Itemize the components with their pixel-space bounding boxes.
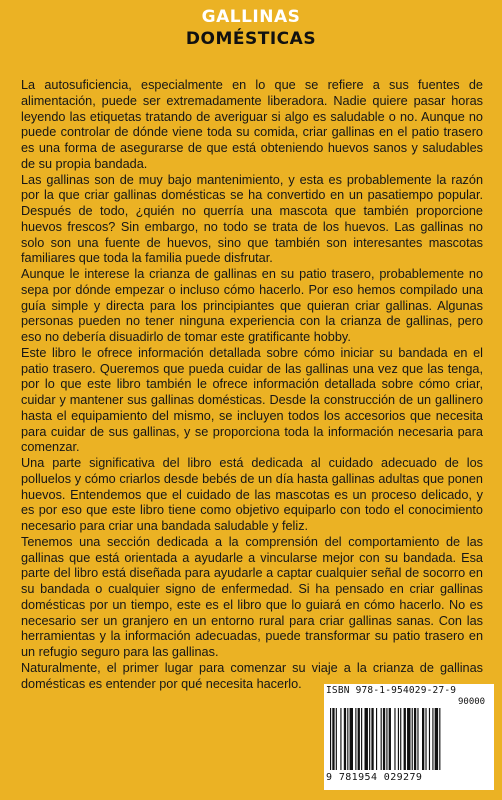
- barcode-bars: [330, 708, 488, 772]
- barcode-bar: [340, 708, 341, 770]
- barcode-bar: [350, 708, 353, 770]
- blurb-paragraph: La autosuficiencia, especialmente en lo que se refiere a sus fuentes de alimentación, puede ser extremadamente liberadora. Nadie quiere pasar horas leyendo las etiquetas tratando de averiguar si algo es saludable o no. Aunque no puede controlar de dónde viene toda su comida, criar gallinas en el patio trasero es una forma de asegurarse de que está obteniendo huevos sanos y saludables de su propia bandada.: [21, 78, 483, 171]
- barcode-bar: [398, 708, 399, 770]
- barcode-bar: [332, 708, 334, 770]
- barcode-bar: [429, 708, 430, 770]
- barcode-bar: [371, 708, 373, 770]
- barcode-bar: [439, 708, 440, 770]
- price-addon-code: 90000: [458, 697, 486, 707]
- barcode-bar: [355, 708, 356, 770]
- barcode-bar: [365, 708, 368, 770]
- barcode-bar: [412, 708, 413, 770]
- blurb-paragraph: Naturalmente, el primer lugar para comenzar su viaje a la crianza de gallinas domésticas es entender por qué necesita hacerlo.: [21, 660, 483, 691]
- barcode-bar: [422, 708, 424, 770]
- blurb-paragraph: Este libro le ofrece información detallada sobre cómo iniciar su bandada en el patio trasero. Queremos que pueda cuidar de las gallinas una vez que las tenga, por lo que este libro también le ofrece información detallada sobre cómo criar, cuidar y mantener sus gallinas domésticas. Desde la construcción de un gallinero hasta el equipamiento del mismo, se incluyen todos los accesorios que necesita para cuidar de sus gallinas, y se proporciona toda la información necesaria para comenzar.: [21, 345, 483, 455]
- blurb-paragraph: Aunque le interese la crianza de gallinas en su patio trasero, probablemente no sepa por dónde empezar o incluso cómo hacerlo. Por eso hemos compilado una guía simple y directa para los principiantes que quieran criar gallinas. Algunas personas pueden no tener ninguna experiencia con la crianza de gallinas, pero eso no debería disuadirlo de tomar este gratificante hobby.: [21, 267, 483, 344]
- blurb-paragraph: Las gallinas son de muy bajo mantenimiento, y esta es probablemente la razón por la que criar gallinas domésticas se ha convertido en un pasatiempo popular. Después de todo, ¿quién no querría una mascota que también proporcione huevos frescos? Sin embargo, no todo se trata de los huevos. Las gallinas no solo son una fuente de huevos, sino que también son interesantes mascotas familiares que toda la familia puede disfrutar.: [21, 172, 483, 266]
- barcode-bar: [361, 708, 362, 770]
- barcode-bar: [381, 708, 382, 770]
- back-cover-blurb: [21, 78, 483, 692]
- barcode-bar: [394, 708, 395, 770]
- title-line-2: DOMÉSTICAS: [185, 29, 317, 49]
- blurb-paragraph: Una parte significativa del libro está dedicada al cuidado adecuado de los polluelos y cómo criarlos desde bebés de un día hasta gallinas adultas que ponen huevos. Entendemos que el cuidado de las mascotas es un proceso delicado, y es por eso que este libro tiene como objetivo equiparlo con todo el conocimiento necesario para criar una bandada saludable y feliz.: [21, 456, 483, 533]
- barcode-bar: [389, 708, 391, 770]
- barcode-bar: [336, 708, 337, 770]
- barcode-bar: [369, 708, 370, 770]
- barcode-bar: [404, 708, 406, 770]
- barcode-bar: [414, 708, 416, 770]
- barcode-bar: [400, 708, 401, 770]
- barcode-bar: [358, 708, 360, 770]
- barcode-bar: [407, 708, 410, 770]
- barcode-bar: [435, 708, 438, 770]
- book-title: [0, 6, 502, 50]
- barcode-digits: 9 781954 029279: [326, 772, 423, 783]
- barcode-bar: [383, 708, 385, 770]
- barcode-bar: [344, 708, 346, 770]
- isbn-barcode: [324, 684, 494, 790]
- barcode-bar: [432, 708, 433, 770]
- barcode-bar: [425, 708, 426, 770]
- barcode-bar: [347, 708, 348, 770]
- barcode-bar: [417, 708, 418, 770]
- barcode-bar: [386, 708, 387, 770]
- blurb-paragraph: Tenemos una sección dedicada a la comprensión del comportamiento de las gallinas que está orientada a ayudarle a vincularse mejor con su bandada. Esa parte del libro está diseñada para ayudarle a captar cualquier señal de socorro en su bandada o cualquier signo de enfermedad. Si ha pensado en criar gallinas domésticas por un tiempo, este es el libro que lo guiará en cómo hacerlo. No es necesario ser un granjero en un entorno rural para criar gallinas sanas. Con las herramientas y la información adecuadas, puede transformar su patio trasero en un refugio seguro para las gallinas.: [21, 534, 483, 659]
- isbn-label: ISBN 978-1-954029-27-9: [326, 685, 457, 696]
- barcode-bar: [330, 708, 331, 770]
- barcode-bar: [376, 708, 377, 770]
- title-line-1: GALLINAS: [201, 7, 301, 27]
